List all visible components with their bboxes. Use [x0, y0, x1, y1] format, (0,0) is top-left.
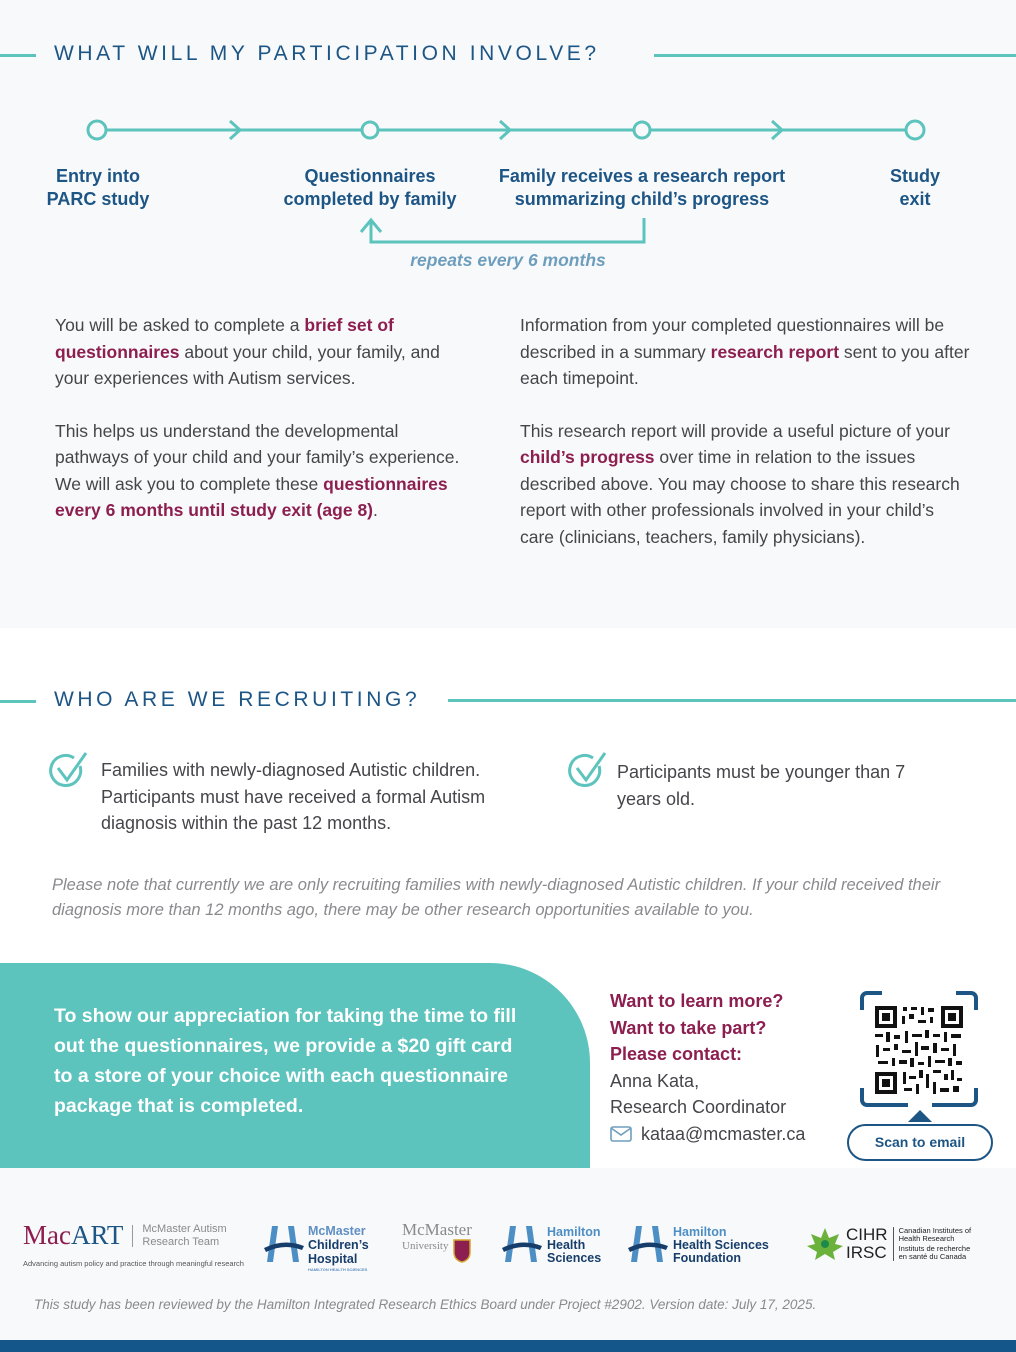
bottom-bar: [0, 1340, 1016, 1352]
logo-hhs-foundation: Hamilton Health Sciences Foundation: [673, 1225, 769, 1265]
step-line: summarizing child’s progress: [514, 189, 770, 209]
check-circle-icon: [567, 750, 611, 790]
h-bridge-logo-icon: [264, 1226, 304, 1264]
h-bridge-logo-icon: [628, 1226, 668, 1264]
logo-divider: [132, 1225, 133, 1247]
right-paragraph-2: This research report will provide a useful picture of your child’s progress over time in relation to the issues described above. You may choose to share this research report with other professionals involved in your child’s care (clinicians, teachers, family physicians).: [520, 420, 960, 547]
step-line: completed by family: [283, 189, 457, 209]
section-title-recruiting: WHO ARE WE RECRUITING?: [54, 688, 421, 711]
logo-hamilton-health-sciences: Hamilton Health Sciences: [547, 1225, 602, 1265]
contact-role: Research Coordinator: [610, 1097, 787, 1117]
step-line: Questionnaires: [304, 166, 436, 186]
step-line: PARC study: [46, 189, 150, 209]
step-line: Entry into: [56, 166, 140, 186]
highlight-text: child’s progress: [520, 447, 655, 467]
right-paragraph-1: Information from your completed questionnaires will be described in a summary research report sent to you after each timepoint.: [520, 315, 970, 388]
logo-macart-mac: Mac: [23, 1220, 71, 1250]
logo-macart: [23, 1220, 243, 1268]
left-paragraph-2: This helps us understand the developmental pathways of your child and your family’s experience. We will ask you to complete these questionnaires every 6 months until study exit (age 8).: [55, 420, 460, 520]
check-circle-icon: [48, 750, 92, 790]
contact-question-1: Want to learn more?: [610, 991, 784, 1011]
crest-icon: [452, 1238, 472, 1264]
contact-email-row[interactable]: [610, 1121, 850, 1148]
criterion-1: Families with newly-diagnosed Autistic children. Participants must have received a formal Autism diagnosis within the past 12 months.: [101, 760, 486, 833]
criterion-2: Participants must be younger than 7 years old.: [617, 762, 906, 809]
logo-cihr: CIHR IRSC Canadian Institutes of Health Research Instituts de recherche en santé du Canada: [846, 1225, 972, 1262]
envelope-icon: [610, 1126, 632, 1142]
contact-block: [610, 988, 850, 1147]
repeat-label: repeats every 6 months: [410, 250, 606, 270]
step-questionnaires: [270, 165, 470, 211]
logo-mcmaster-childrens: McMaster Children’s Hospital HAMILTON HEALTH SCIENCES: [308, 1224, 369, 1272]
logo-mcmaster-university: McMaster University: [402, 1222, 472, 1264]
ethics-note: This study has been reviewed by the Hamilton Integrated Research Ethics Board under Project #2902. Version date: July 17, 2025.: [34, 1297, 817, 1312]
left-column: [55, 312, 475, 524]
contact-email[interactable]: kataa@mcmaster.ca: [641, 1123, 806, 1144]
gift-card-text: To show our appreciation for taking the time to fill out the questionnaires, we provide a $20 gift card to a store of your choice with each questionnaire package that is completed.: [54, 1005, 517, 1117]
h-bridge-logo-icon: [502, 1226, 542, 1264]
section-rule-left: [0, 700, 36, 703]
highlight-text: brief set of questionnaires: [55, 315, 394, 362]
step-report: [482, 165, 802, 211]
step-entry: [18, 165, 178, 211]
contact-question-2: Want to take part?: [610, 1017, 767, 1038]
timeline-node: [906, 121, 924, 139]
section-title-participation: WHAT WILL MY PARTICIPATION INVOLVE?: [54, 42, 600, 65]
repeat-loop-arrow: [371, 218, 644, 242]
logo-macart-sub: McMaster Autism Research Team: [142, 1222, 227, 1248]
section-rule-right: [448, 699, 1016, 702]
timeline-node: [362, 122, 378, 138]
step-line: Study: [889, 166, 940, 186]
step-line: exit: [899, 189, 931, 209]
logo-macart-tagline: Advancing autism policy and practice through meaningful research: [23, 1259, 244, 1268]
step-line: Family receives a research report: [498, 166, 786, 186]
timeline-node: [634, 122, 650, 138]
step-exit: [865, 165, 965, 211]
scan-to-email-button[interactable]: Scan to email: [847, 1124, 993, 1161]
contact-name: Anna Kata,: [610, 1070, 700, 1091]
highlight-text: questionnaires every 6 months until study exit (age 8): [55, 473, 448, 520]
contact-prompt: Please contact:: [610, 1044, 743, 1064]
logo-macart-art: ART: [70, 1220, 124, 1250]
section-rule-right: [654, 54, 1016, 57]
qr-code[interactable]: [858, 990, 982, 1126]
maple-leaf-icon: [805, 1226, 845, 1262]
section-rule-left: [0, 54, 36, 57]
recruiting-note: Please note that currently we are only recruiting families with newly-diagnosed Autistic children. If your child received their diagnosis more than 12 months ago, there may be other research opportunities available to you.: [52, 876, 941, 919]
highlight-text: research report: [710, 341, 840, 362]
right-column: [520, 312, 970, 550]
left-paragraph-1: You will be asked to complete a brief set of questionnaires about your child, your family, and your experiences with Autism services.: [55, 315, 440, 388]
timeline-node: [88, 121, 106, 139]
